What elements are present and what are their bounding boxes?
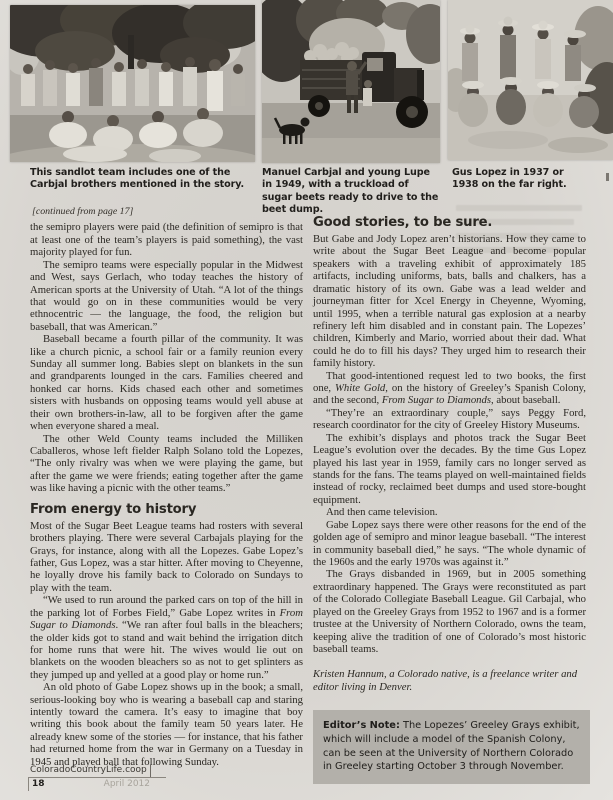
sandlot-team-photo <box>10 5 255 162</box>
footer-meta-row <box>28 777 166 791</box>
beet-truck-photo <box>262 0 440 163</box>
issue-date: April 2012 <box>103 779 150 789</box>
paragraph-text: , about baseball. <box>491 394 561 407</box>
paragraph: Baseball became a fourth pillar of the community. It was like a church picnic, a school fair or a family reunion every Sunday all summer long. Babies slept on blankets in the sun and grandparents lounged in the cars. Families cheered and honked car horns. Kids chased each other and sometimes sisters with husbands on opposing teams would yell abuse at their own brothers-in-law, all to be forgiven after the game when everyone shared a meal. <box>30 333 303 433</box>
book-title: From Sugar to Diamonds <box>30 606 303 632</box>
photo-caption-sandlot: This sandlot team includes one of the Carbjal brothers mentioned in the story. <box>30 167 245 191</box>
paragraph-text: That good-intentioned request led to two books, the first one, <box>313 369 586 395</box>
paragraph: But Gabe and Jody Lopez aren’t historians. How they came to write about the Sugar Beet League and become popular speakers with a traveling exhibit of approximately 185 artifacts, including uniforms, bats, balls and chalkers, has a dramatic history of its own. Gabe was a lead welder and journeyman fitter for Xcel Energy in Cheyenne, Wyoming, until 1995, when a terrible natural gas explosion at a nearby refinery left him disabled and in constant pain. The Lopezes’ children, Kimberly and Mario, worried about their dad. What could he do to fill his days? They urged him to research their family history. <box>313 233 586 370</box>
paragraph: The Grays disbanded in 1969, but in 2005 something extraordinary happened. The Grays were reconstituted as part of the Colorado Collegiate Baseball League. Gil Carbajal, who played on the Greeley Grays from 1952 to 1967 and is a former trustee at the University of Northern Colorado, owns the team, keeping alive the tradition of one of Colorado’s most historic baseball teams. <box>313 568 586 655</box>
paragraph: Most of the Sugar Beet League teams had rosters with several brothers playing. There were several Carbajals playing for the Grays, for instance, along with all the Lopezes. Gabe Lopez’s father, Gus Lopez, was a star hitter. After moving to Cheyenne, he loyally drove his family back to Colorado on Sundays to play with the team. <box>30 519 303 594</box>
paragraph-text: . “We ran after foul balls in the bleachers; the older kids got to stand and wait behind the irrigation ditch for home runs that were hit. The wives would lie out on blankets on the wooden bleachers so as not to get splinters as they jumped up and yelled at a good play or home run.” <box>30 619 304 681</box>
paragraph: And then came television. <box>326 506 438 519</box>
section-heading-good-stories: Good stories, to be sure. <box>313 215 493 230</box>
left-column <box>30 206 303 768</box>
continued-note: [continued from page 17] <box>32 206 134 217</box>
gus-lopez-group-photo <box>448 0 613 160</box>
editors-note-box <box>313 710 590 784</box>
gus-lopez-group-photo-image <box>448 0 613 160</box>
paragraph-text: , on the history of Greeley’s Spanish Colony, and the second, <box>313 382 586 407</box>
author-byline: Kristen Hannum, a Colorado native, is a freelance writer and editor living in Denver. <box>313 668 578 693</box>
photo-caption-truck: Manuel Carbjal and young Lupe in 1949, with a truckload of sugar beets ready to drive to the beet dump. <box>262 167 439 216</box>
bleed-through-artifact <box>456 205 582 211</box>
paragraph-text: “We used to run around the parked cars on top of the hill in the parking lot of Forbes Field,” Gabe Lopez writes in <box>30 594 303 619</box>
paragraph: “They’re an extraordinary couple,” says Peggy Ford, research coordinator for the city of Greeley History Museums. <box>313 406 586 432</box>
paragraph <box>313 370 586 407</box>
paragraph: The exhibit’s displays and photos track the Sugar Beet League’s evolution over the decades. By the time Gus Lopez played his last year in 1959, family cars no longer served as stands for the fans. The teams played on well-maintained fields instead of rocky, reclaimed beet dumps and used store-bought equipment. <box>313 431 586 506</box>
editors-note-text: The Lopezes’ Greeley Grays exhibit, which will include a model of the Spanish Colony, can be seen at the University of Northern Colorado in Greeley starting October 3 through November. <box>323 720 580 773</box>
beet-truck-photo-image <box>262 0 440 163</box>
paragraph: An old photo of Gabe Lopez shows up in the book; a small, serious-looking boy who is wearing a baseball cap and staring intently toward the camera. It’s easy to imagine that boy writing this book about the family team 50 years later. He already knew some of the stories — for instance, that his father had returned home from the war in Germany on a Tuesday in 1945 and played ball that following Sunday. <box>30 681 303 768</box>
photo-caption-gus: Gus Lopez in 1937 or 1938 on the far right. <box>452 167 567 191</box>
footer-website: ColoradoCountryLife.coop <box>28 765 151 777</box>
book-title: From Sugar to Diamonds <box>381 394 492 407</box>
paragraph <box>30 594 303 681</box>
right-column <box>313 215 586 693</box>
page-number: 18 <box>32 779 45 789</box>
paragraph: the semipro players were paid (the definition of semipro is that at least one of the team’s players is paid something), the vast majority played for fun. <box>30 221 303 259</box>
paragraph: Gabe Lopez says there were other reasons for the end of the golden age of semipro and minor league baseball. “The interest in community baseball died,” he says. “The whole dynamic of the 1960s and the early 1970s was against it.” <box>313 518 586 568</box>
section-heading-from-energy-to-history: From energy to history <box>30 501 197 517</box>
scan-speck-artifact <box>606 173 609 181</box>
paragraph: The other Weld County teams included the Milliken Caballeros, whose left fielder Ralph Solano told the Lopezes, “The only rivalry was when we were playing the game, but after the game we were friends; eating together after the game was like having a picnic with the other teams.” <box>30 432 303 495</box>
editors-note-label: Editor’s Note: <box>323 720 400 731</box>
book-title: White Gold <box>335 382 386 395</box>
paragraph: The semipro teams were especially popular in the Midwest and West, says Gerlach, who today teaches the history of American sports at the University of Utah. “A lot of the things that would go on in these communities would be very ethnocentric — the language, the food, the religion but baseball, that was American.” <box>30 258 303 333</box>
page-footer <box>28 765 166 791</box>
sandlot-team-photo-image <box>10 5 255 162</box>
